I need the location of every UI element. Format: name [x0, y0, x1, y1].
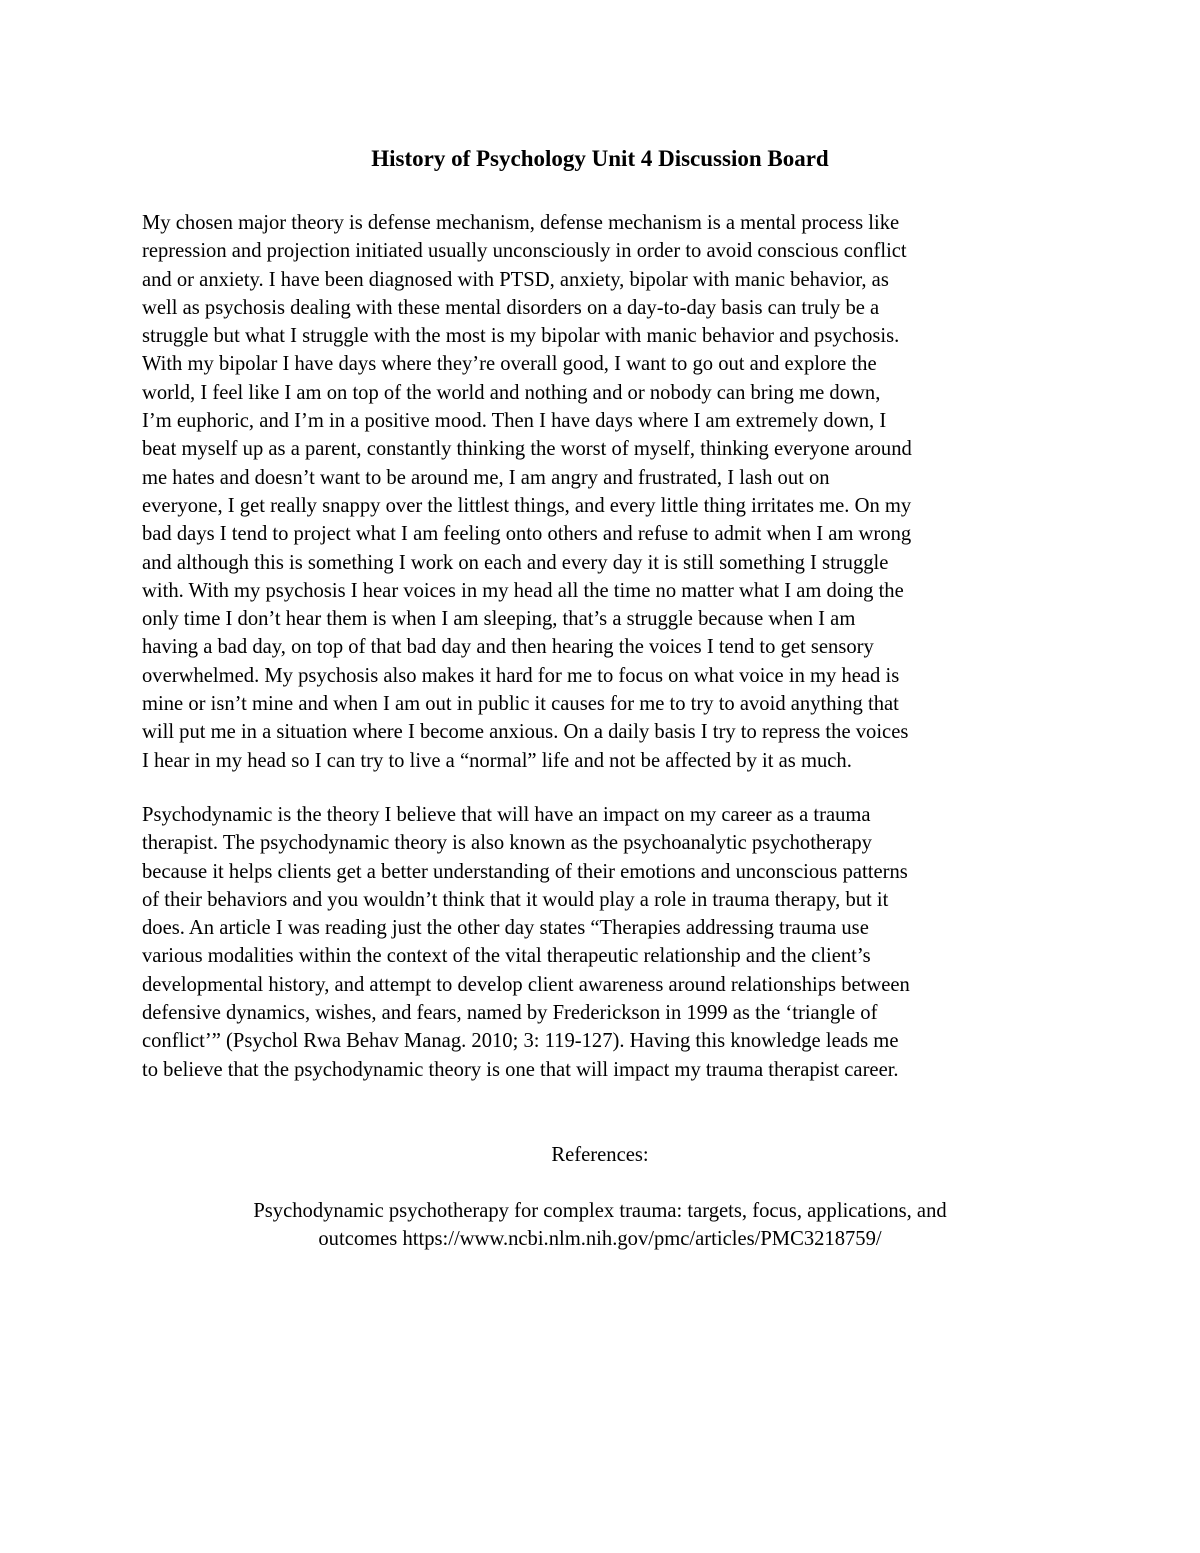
text-line: overwhelmed. My psychosis also makes it hard for me to focus on what voice in my head is [142, 664, 900, 687]
text-line: My chosen major theory is defense mechanism, defense mechanism is a mental process like [142, 212, 900, 234]
text-line: conflict’” (Psychol Rwa Behav Manag. 2010; 3: 119-127). Having this knowledge leads me [142, 1030, 899, 1053]
text-line: Psychodynamic is the theory I believe that will have an impact on my career as a trauma [142, 804, 871, 826]
text-line: only time I don’t hear them is when I am sleeping, that’s a struggle because when I am [142, 608, 856, 631]
text-line: of their behaviors and you wouldn’t think that it would play a role in trauma therapy, but it [142, 888, 889, 911]
reference-line: Psychodynamic psychotherapy for complex trauma: targets, focus, applications, and [253, 1200, 947, 1222]
text-line: will put me in a situation where I become anxious. On a daily basis I try to repress the voices [142, 721, 909, 744]
text-line: beat myself up as a parent, constantly thinking the worst of myself, thinking everyone around [142, 438, 912, 461]
text-line: to believe that the psychodynamic theory is one that will impact my trauma therapist career. [142, 1058, 899, 1081]
text-line: mine or isn’t mine and when I am out in public it causes for me to try to avoid anything that [142, 693, 899, 716]
text-line: everyone, I get really snappy over the littlest things, and every little thing irritates me. On my [142, 494, 912, 517]
text-line: I’m euphoric, and I’m in a positive mood. Then I have days where I am extremely down, I [142, 410, 887, 433]
text-line: well as psychosis dealing with these mental disorders on a day-to-day basis can truly be a [142, 296, 880, 319]
references-heading: References: [551, 1144, 649, 1166]
text-line: and although this is something I work on each and every day it is still something I struggle [142, 551, 889, 574]
text-line: therapist. The psychodynamic theory is also known as the psychoanalytic psychotherapy [142, 832, 872, 855]
text-line: me hates and doesn’t want to be around me, I am angry and frustrated, I lash out on [142, 466, 830, 489]
text-line: repression and projection initiated usually unconsciously in order to avoid conscious conflict [142, 240, 907, 263]
text-line: with. With my psychosis I hear voices in my head all the time no matter what I am doing the [142, 579, 904, 602]
text-line: I hear in my head so I can try to live a “normal” life and not be affected by it as much. [142, 749, 852, 772]
reference-entry [142, 1197, 1058, 1254]
text-line: world, I feel like I am on top of the world and nothing and or nobody can bring me down, [142, 381, 881, 404]
text-line: struggle but what I struggle with the most is my bipolar with manic behavior and psychosis. [142, 325, 900, 348]
paragraph-defense-mechanism [142, 209, 1072, 775]
text-line: With my bipolar I have days where they’re overall good, I want to go out and explore the [142, 353, 877, 376]
text-line: and or anxiety. I have been diagnosed with PTSD, anxiety, bipolar with manic behavior, as [142, 268, 889, 291]
reference-url-line: outcomes https://www.ncbi.nlm.nih.gov/pmc/articles/PMC3218759/ [318, 1228, 882, 1251]
text-line: various modalities within the context of the vital therapeutic relationship and the client’s [142, 945, 871, 968]
paragraph-psychodynamic [142, 801, 1072, 1084]
text-line: developmental history, and attempt to develop client awareness around relationships between [142, 973, 910, 996]
text-line: does. An article I was reading just the other day states “Therapies addressing trauma use [142, 917, 869, 940]
text-line: because it helps clients get a better understanding of their emotions and unconscious patterns [142, 860, 908, 883]
page-title: History of Psychology Unit 4 Discussion Board [371, 146, 829, 171]
text-line: bad days I tend to project what I am feeling onto others and refuse to admit when I am wrong [142, 523, 912, 546]
text-line: having a bad day, on top of that bad day and then hearing the voices I tend to get sensory [142, 636, 874, 659]
text-line: defensive dynamics, wishes, and fears, named by Frederickson in 1999 as the ‘triangle of [142, 1002, 878, 1025]
